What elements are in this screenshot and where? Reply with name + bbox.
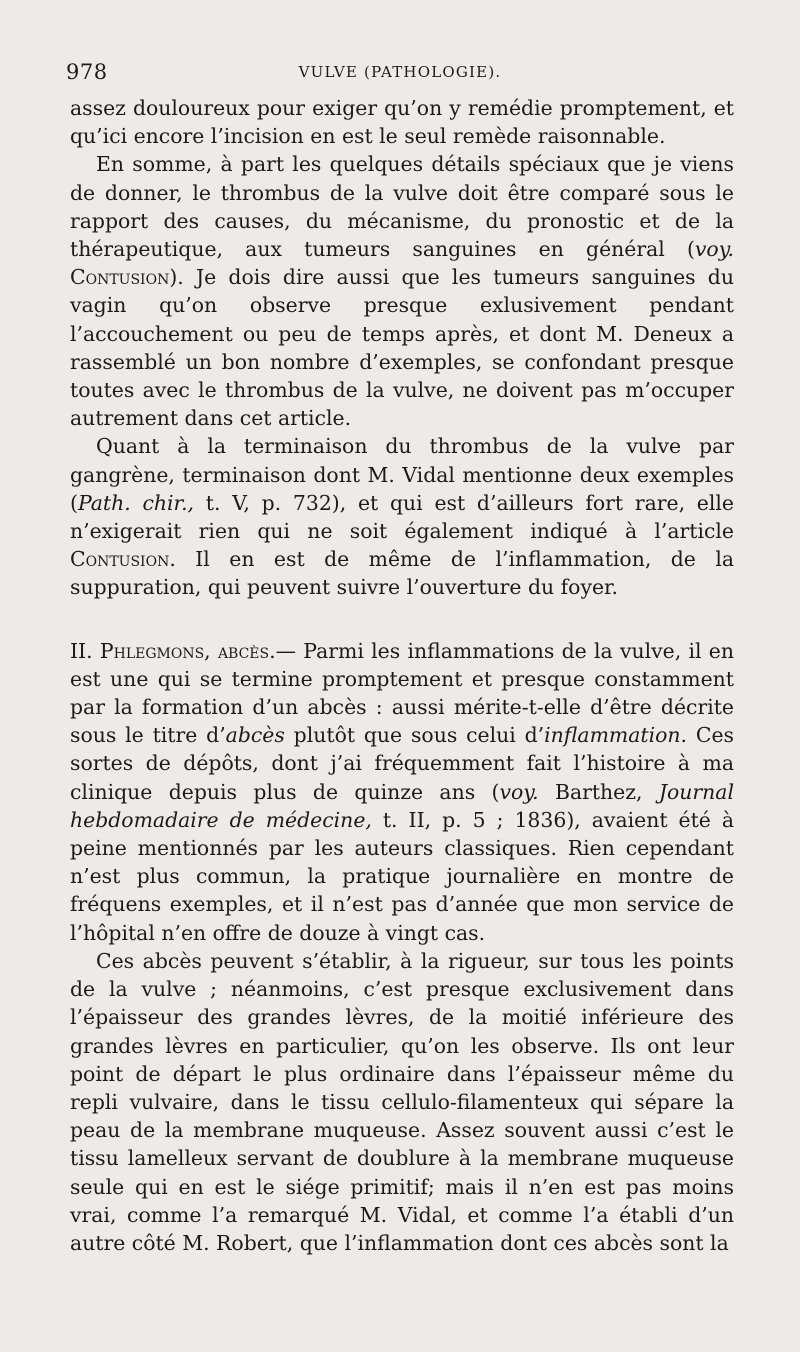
paragraph-gangrene: [70, 432, 734, 601]
paragraph-text: Ces abcès peuvent s’établir, à la rigueur, sur tous les points de la vulve ; néanmoins, c’est presque exclusivement dans l’épaisseur des grandes lèvres, de la moitié inférieure des grandes lèvres en particulier, qu’on les observe. Ils ont leur point de départ le plus ordinaire dans l’épaisseur même du repli vulvaire, dans le tissu cellulo-filamenteux qui sépare la peau de la membrane muqueuse. Assez souvent aussi c’est le tissu lamelleux servant de doublure à la membrane muqueuse seule qui en est le siége primitif; mais il n’en est pas moins vrai, comme l’a remarqué M. Vidal, et comme l’a établi d’un autre côté M. Robert, que l’inflammation dont ces abcès sont la: [70, 948, 734, 1255]
text-run: Quant à la terminaison du thrombus de la vulve par gangrène, terminaison dont M. Vidal mentionne deux exemples (: [70, 434, 734, 515]
text-run: . Il en est de même de l’inflammation, de la suppuration, qui peuvent suivre l’ouverture du foyer.: [70, 547, 734, 600]
text-run: plutôt que sous celui d’: [284, 723, 545, 748]
paragraph-en-somme: [70, 150, 734, 432]
running-title: VULVE (PATHOLOGIE).: [298, 63, 502, 81]
text-run: ). Je dois dire aussi que les tumeurs sanguines du vagin qu’on observe presque exlusivement pendant l’accouchement ou peu de temps après, et dont M. Deneux a rassemblé un bon nombre d’exemples, se confondant presque toutes avec le thrombus de la vulve, ne doivent pas m’occuper autrement dans cet article.: [70, 265, 734, 431]
italic-ref: voy.: [499, 779, 539, 804]
text-run: t. V, p. 732), et qui est d’ailleurs fort rare, elle n’exigerait rien qui ne soit également indiqué à l’article: [70, 490, 734, 544]
italic-term: inflammation.: [544, 723, 688, 748]
cross-reference: Contusion: [70, 547, 170, 572]
italic-citation: Journal hebdomadaire de médecine,: [70, 779, 734, 832]
text-run: Barthez,: [538, 779, 659, 804]
text-run: t. II, p. 5 ; 1836), avaient été à peine mentionnés par les auteurs classiques. Rien cependant n’est plus commun, la pratique journalière en montre de fréquens exemples, et il n’est pas d’année que mon service de l’hôpital n’en offre de douze à vingt cas.: [70, 807, 734, 945]
italic-citation: Path. chir.,: [77, 490, 195, 515]
section-title: Phlegmons, abcès: [99, 638, 270, 663]
cross-reference: Contusion: [70, 265, 170, 290]
paragraph-text: assez douloureux pour exiger qu’on y remédie promptement, et qu’ici encore l’incision en est le seul remède raisonnable.: [70, 96, 734, 149]
italic-term: abcès: [225, 723, 285, 748]
paragraph-continuation: [70, 94, 734, 150]
text-run: En somme, à part les quelques détails spéciaux que je viens de donner, le thrombus de la vulve doit être comparé sous le rapport des causes, du mécanisme, du pronostic et de la thérapeutique, aux tumeurs sanguines en général (: [70, 152, 734, 262]
paragraph-abces-siege: [70, 947, 734, 1257]
text-run: Ces sortes de dépôts, dont j’ai fréquemment fait l’histoire à ma clinique depuis plus de quinze ans (: [70, 723, 734, 804]
page-body: [70, 94, 734, 1257]
section-phlegmons: [70, 637, 734, 947]
page-header: [66, 60, 734, 90]
italic-ref: voy.: [694, 237, 734, 262]
section-number: II.: [70, 638, 100, 663]
page-number: 978: [66, 60, 108, 84]
text-run: .— Parmi les inflammations de la vulve, il en est une qui se termine promptement et presque constamment par la formation d’un abcès : aussi mérite-t-elle d’être décrite sous le titre d’: [70, 638, 735, 748]
